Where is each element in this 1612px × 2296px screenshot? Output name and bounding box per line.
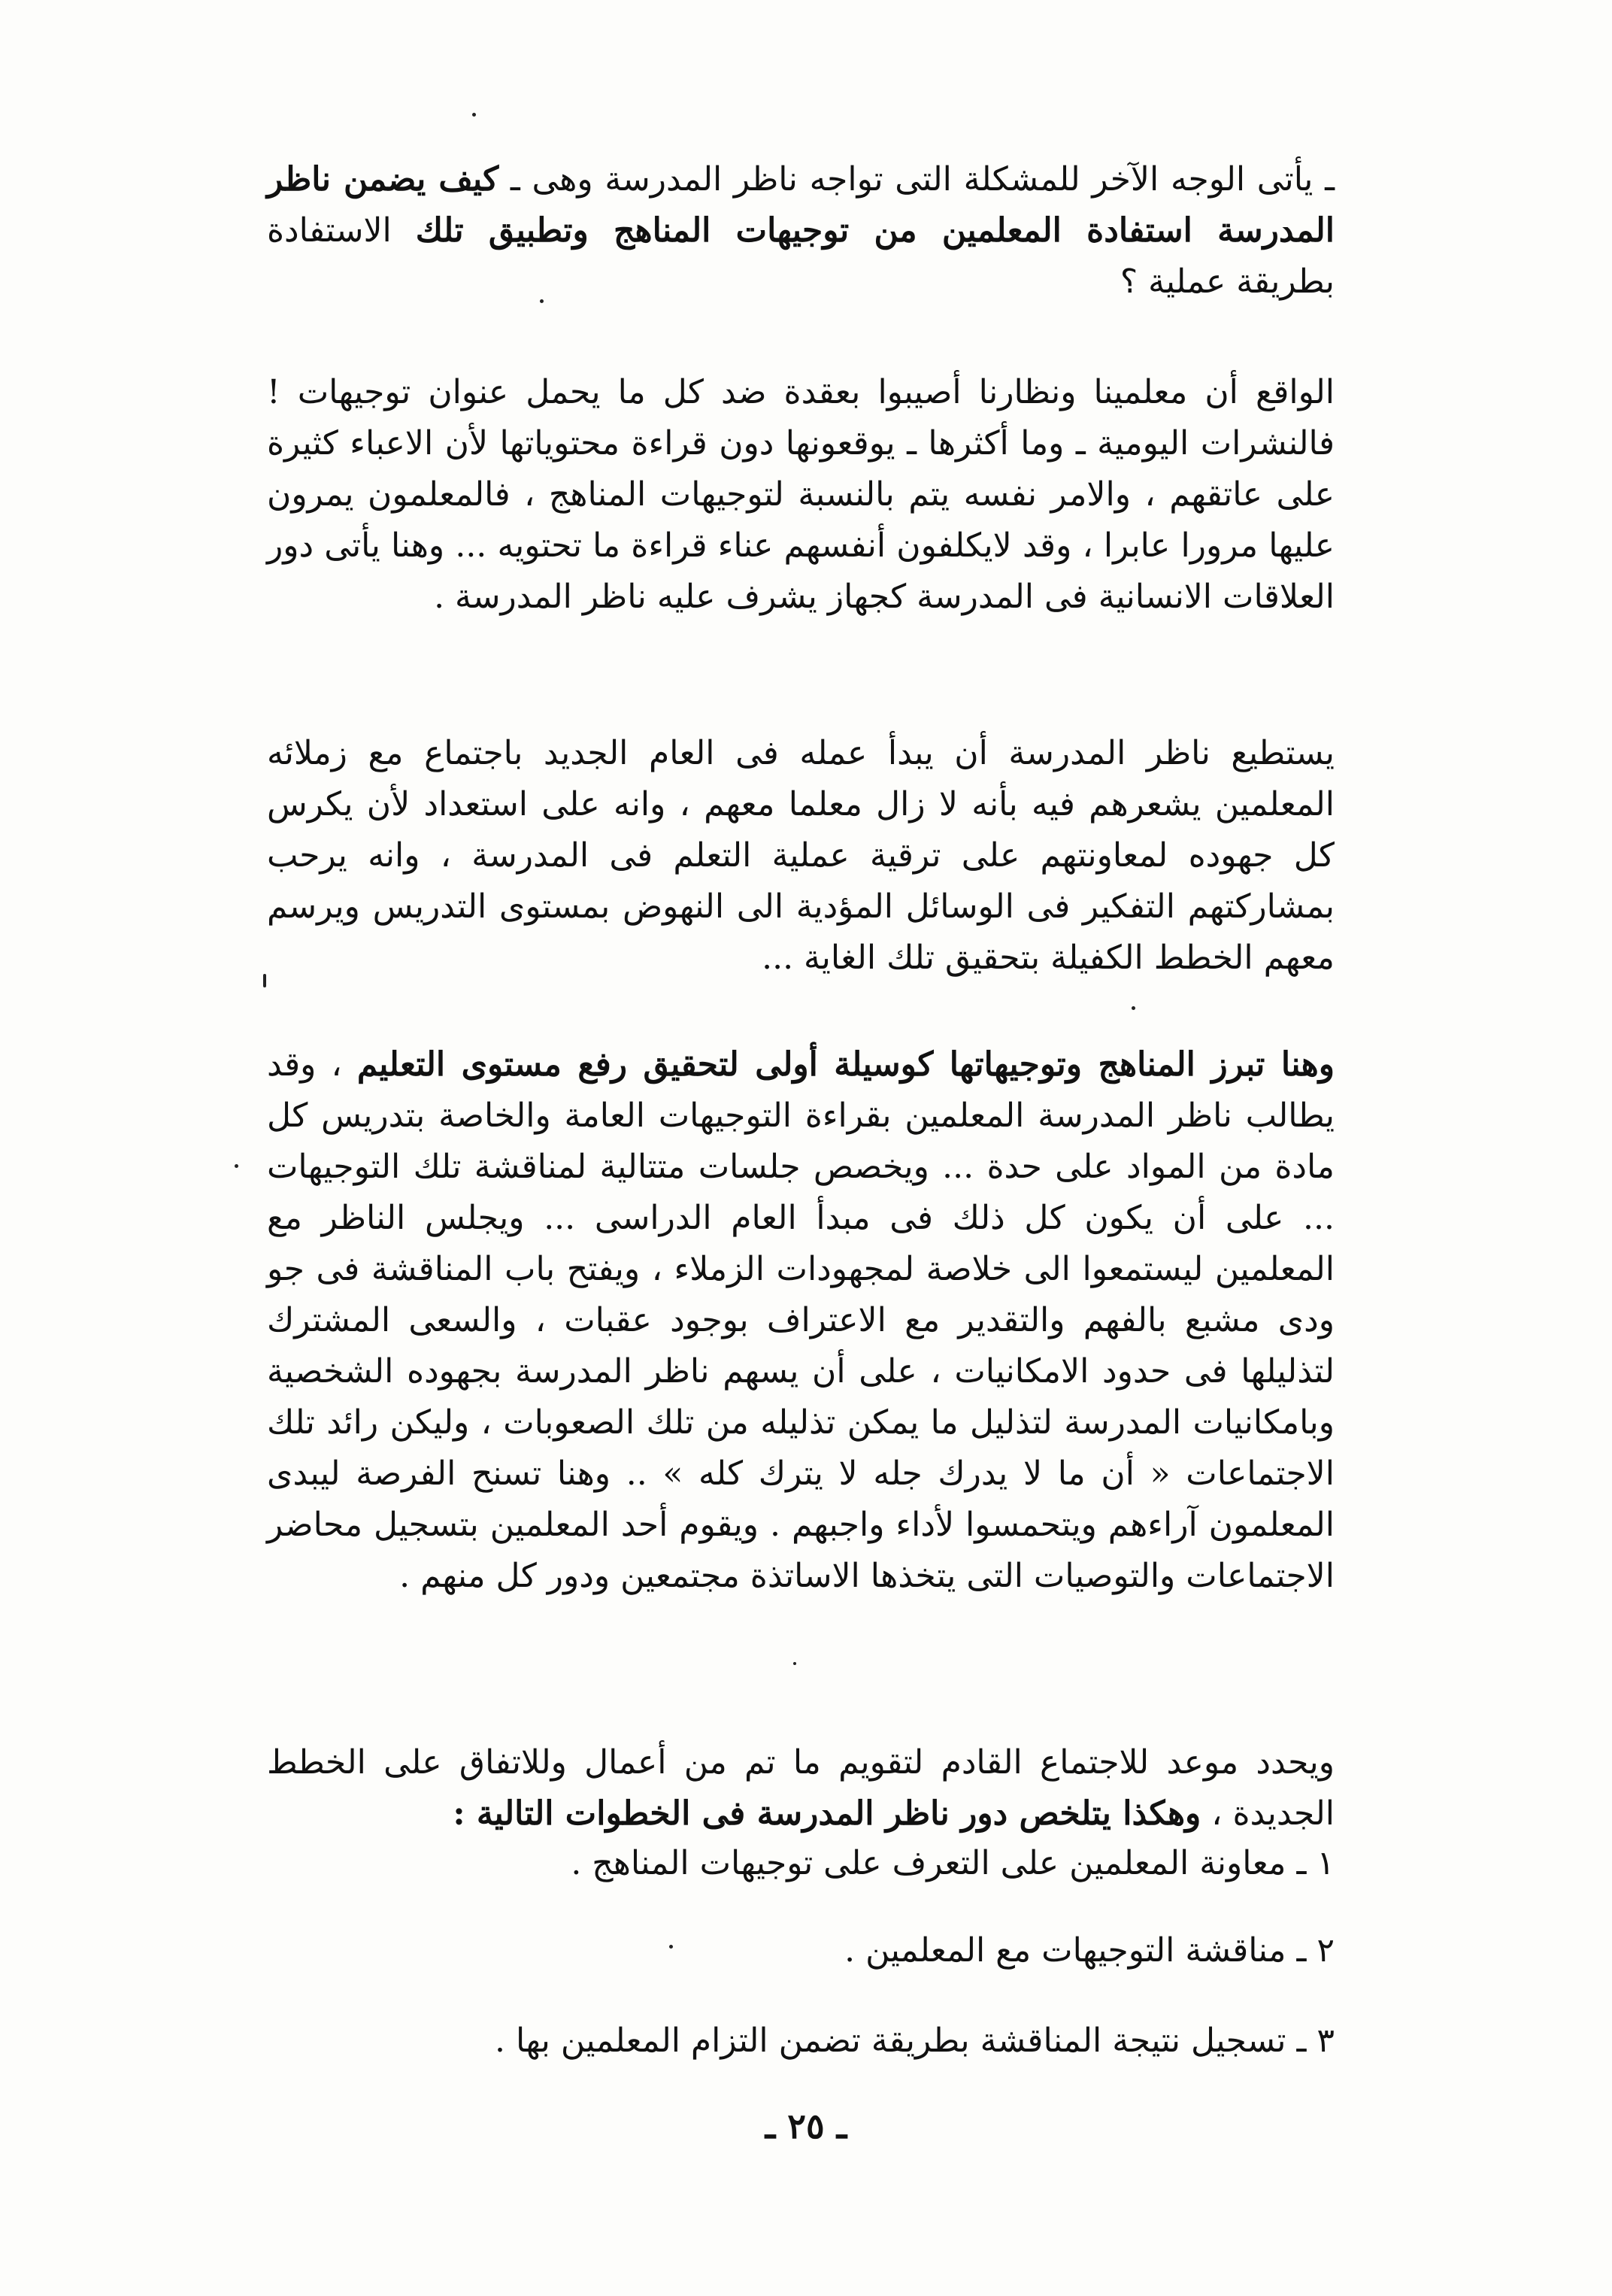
scan-speck [669,1945,673,1949]
paragraph-2: الواقع أن معلمينا ونظارنا أصيبوا بعقدة ضد كل ما يحمل عنوان توجيهات ! فالنشرات اليومية ـ وما أكثرها ـ يوقعونها دون قراءة محتوياتها لأن الاعباء كثيرة على عاتقهم ، والامر نفسه يتم بالنسبة لتوجيهات المناهج ، فالمعلمون يمرون عليها مرورا عابرا ، وقد لايكلفون أنفسهم عناء قراءة ما تحتويه ... وهنا يأتى دور العلاقات الانسانية فى المدرسة كجهاز يشرف عليه ناظر المدرسة . [267,373,1335,616]
paragraph-1 [267,154,1335,308]
scan-speck [472,113,476,117]
paragraph-5-body: ويحدد موعد للاجتماع القادم لتقويم ما تم من أعمال وللاتفاق على الخطط الجديدة ، [267,1743,1335,1833]
step-item-2: ٢ ـ مناقشة التوجيهات مع المعلمين . [844,1931,1335,1970]
page-number: ـ ٢٥ ـ [765,2106,847,2146]
scan-speck [540,299,544,303]
scan-speck [263,974,266,987]
paragraph-4-bold-lead: وهنا تبرز المناهج وتوجيهاتها كوسيلة أولى لتحقيق رفع مستوى التعليم [356,1045,1335,1084]
step-item-1: ١ ـ معاونة المعلمين على التعرف على توجيهات المناهج . [571,1844,1335,1882]
paragraph-1-intro: ـ يأتى الوجه الآخر للمشكلة التى تواجه ناظر المدرسة وهى ـ [498,160,1335,199]
scan-speck [793,1662,796,1665]
paragraph-3: يستطيع ناظر المدرسة أن يبدأ عمله فى العام الجديد باجتماع مع زملائه المعلمين يشعرهم فيه بأنه لا زال معلما معهم ، وانه على استعداد لأن يكرس كل جهوده لمعاونتهم على ترقية عملية التعلم فى المدرسة ، وانه يرحب بمشاركتهم التفكير فى الوسائل المؤدية الى النهوض بمستوى التدريس ويرسم معهم الخطط الكفيلة بتحقيق تلك الغاية ... [267,734,1335,977]
paragraph-5 [267,1737,1335,1840]
scan-speck [1132,1006,1135,1010]
scan-speck [235,1164,238,1168]
paragraph-4-body: ، وقد يطالب ناظر المدرسة المعلمين بقراءة التوجيهات العامة والخاصة بتدريس كل مادة من المواد على حدة ... ويخصص جلسات متتالية لمناقشة تلك التوجيهات ... على أن يكون كل ذلك فى مبدأ العام الدراسى ... ويجلس الناظر مع المعلمين ليستمعوا الى خلاصة لمجهودات الزملاء ، ويفتح باب المناقشة فى جو ودى مشبع بالفهم والتقدير مع الاعتراف بوجود عقبات ، والسعى المشترك لتذليلها فى حدود الامكانيات ، على أن يسهم ناظر المدرسة بجهوده الشخصية وبامكانيات المدرسة لتذليل ما يمكن تذليله من تلك الصعوبات ، وليكن رائد تلك الاجتماعات « أن ما لا يدرك جله لا يترك كله » .. وهنا تسنح الفرصة ليبدى المعلمون آراءهم ويتحمسوا لأداء واجبهم . ويقوم أحد المعلمين بتسجيل محاضر الاجتماعات والتوصيات التى يتخذها الاساتذة مجتمعين ودور كل منهم . [267,1045,1335,1595]
paragraph-1-bold-question: كيف يضمن ناظر المدرسة استفادة المعلمين من توجيهات المناهج وتطبيق تلك [267,160,1335,250]
paragraph-5-bold-summary: وهكذا يتلخص دور ناظر المدرسة فى الخطوات التالية : [453,1794,1201,1833]
paragraph-1-ending: الاستفادة بطريقة عملية ؟ [267,211,1335,301]
step-item-3: ٣ ـ تسجيل نتيجة المناقشة بطريقة تضمن التزام المعلمين بها . [494,2022,1335,2060]
paragraph-4 [267,1039,1335,1602]
